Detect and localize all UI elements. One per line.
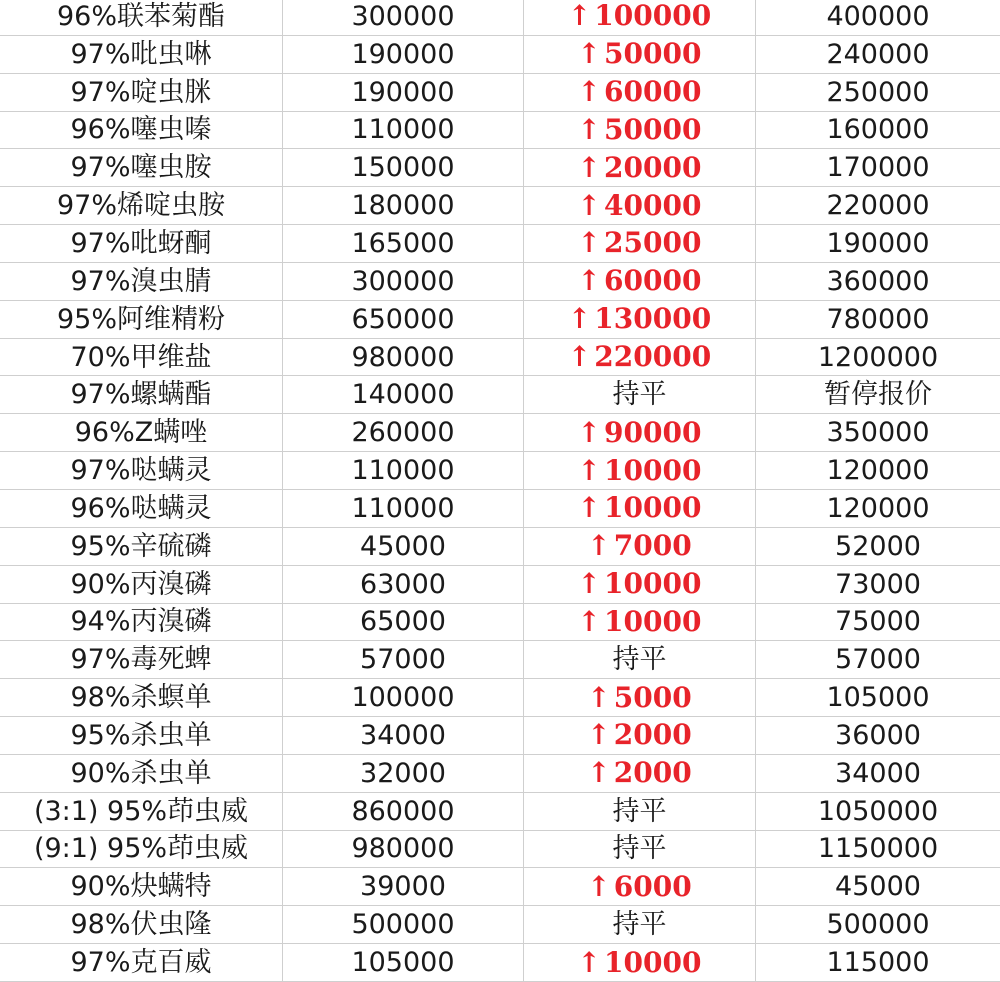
new-price: 500000 bbox=[826, 909, 930, 941]
price-change-cell bbox=[524, 74, 756, 111]
new-price: 75000 bbox=[835, 606, 921, 638]
price-change: 持平 bbox=[612, 909, 667, 941]
table-row bbox=[0, 452, 1000, 490]
up-arrow-icon: ↑ bbox=[577, 188, 602, 222]
new-price: 250000 bbox=[826, 76, 930, 108]
new-price-cell bbox=[756, 906, 1000, 943]
product-name: 97%烯啶虫胺 bbox=[56, 190, 225, 222]
up-arrow-icon: ↑ bbox=[587, 680, 611, 714]
up-arrow-icon: ↑ bbox=[587, 529, 611, 563]
product-name-cell bbox=[0, 793, 283, 830]
old-price: 165000 bbox=[351, 227, 455, 259]
product-name-cell bbox=[0, 263, 283, 300]
old-price-cell bbox=[283, 376, 524, 413]
new-price: 400000 bbox=[826, 0, 930, 32]
up-arrow-icon: ↑ bbox=[577, 75, 602, 109]
product-name: 96%噻虫嗪 bbox=[70, 114, 212, 146]
table-row bbox=[0, 528, 1000, 566]
old-price: 300000 bbox=[351, 0, 455, 32]
product-name-cell bbox=[0, 376, 283, 413]
price-change: 持平 bbox=[612, 795, 667, 827]
old-price-cell bbox=[283, 641, 524, 678]
new-price: 57000 bbox=[835, 644, 921, 676]
price-change-cell bbox=[524, 376, 756, 413]
product-name-cell bbox=[0, 566, 283, 603]
price-change: 10000 bbox=[604, 453, 702, 487]
table-row bbox=[0, 641, 1000, 679]
price-change-cell bbox=[524, 301, 756, 338]
price-change-cell bbox=[524, 0, 756, 35]
price-change: 40000 bbox=[604, 188, 702, 222]
table-row bbox=[0, 149, 1000, 187]
new-price-cell bbox=[756, 452, 1000, 489]
old-price-cell bbox=[283, 149, 524, 186]
old-price-cell bbox=[283, 414, 524, 451]
old-price: 110000 bbox=[351, 455, 455, 487]
product-name: 96%Z螨唑 bbox=[74, 417, 208, 449]
old-price: 57000 bbox=[360, 644, 446, 676]
product-name-cell bbox=[0, 187, 283, 224]
product-name-cell bbox=[0, 679, 283, 716]
old-price-cell bbox=[283, 831, 524, 868]
old-price: 180000 bbox=[351, 190, 455, 222]
product-name-cell bbox=[0, 149, 283, 186]
price-change: 5000 bbox=[613, 680, 692, 714]
old-price: 39000 bbox=[360, 871, 446, 903]
price-change-cell bbox=[524, 566, 756, 603]
product-name-cell bbox=[0, 225, 283, 262]
product-name-cell bbox=[0, 490, 283, 527]
price-change-cell bbox=[524, 944, 756, 981]
old-price-cell bbox=[283, 0, 524, 35]
new-price-cell bbox=[756, 74, 1000, 111]
price-change: 50000 bbox=[604, 112, 702, 146]
price-change-cell bbox=[524, 755, 756, 792]
new-price-cell bbox=[756, 414, 1000, 451]
price-change-cell bbox=[524, 112, 756, 149]
up-arrow-icon: ↑ bbox=[587, 756, 611, 790]
up-arrow-icon: ↑ bbox=[577, 604, 602, 638]
old-price: 150000 bbox=[351, 152, 455, 184]
table-row bbox=[0, 263, 1000, 301]
old-price: 110000 bbox=[351, 492, 455, 524]
table-row bbox=[0, 755, 1000, 793]
product-name: 90%炔螨特 bbox=[70, 871, 212, 903]
new-price-cell bbox=[756, 490, 1000, 527]
price-change: 60000 bbox=[604, 75, 702, 109]
old-price-cell bbox=[283, 604, 524, 641]
new-price: 350000 bbox=[826, 417, 930, 449]
product-name: 70%甲维盐 bbox=[70, 341, 212, 373]
up-arrow-icon: ↑ bbox=[577, 453, 602, 487]
table-row bbox=[0, 566, 1000, 604]
table-row bbox=[0, 793, 1000, 831]
up-arrow-icon: ↑ bbox=[577, 567, 602, 601]
old-price-cell bbox=[283, 868, 524, 905]
new-price-cell bbox=[756, 339, 1000, 376]
new-price-cell bbox=[756, 755, 1000, 792]
product-name: 90%丙溴磷 bbox=[70, 568, 212, 600]
new-price-cell bbox=[756, 225, 1000, 262]
price-change-cell bbox=[524, 717, 756, 754]
new-price: 45000 bbox=[835, 871, 921, 903]
price-change: 130000 bbox=[594, 302, 712, 336]
table-row bbox=[0, 604, 1000, 642]
price-change: 6000 bbox=[613, 869, 692, 903]
new-price-cell bbox=[756, 944, 1000, 981]
table-row bbox=[0, 225, 1000, 263]
product-name-cell bbox=[0, 36, 283, 73]
price-change: 10000 bbox=[604, 604, 702, 638]
up-arrow-icon: ↑ bbox=[577, 150, 602, 184]
table-row bbox=[0, 339, 1000, 377]
product-name-cell bbox=[0, 944, 283, 981]
price-change: 60000 bbox=[604, 264, 702, 298]
product-name: (3:1) 95%茚虫威 bbox=[33, 795, 249, 827]
old-price: 65000 bbox=[360, 606, 446, 638]
up-arrow-icon: ↑ bbox=[567, 340, 592, 374]
price-change: 持平 bbox=[612, 379, 667, 411]
new-price: 120000 bbox=[826, 455, 930, 487]
table-row bbox=[0, 187, 1000, 225]
old-price-cell bbox=[283, 187, 524, 224]
new-price: 105000 bbox=[826, 682, 930, 714]
new-price: 220000 bbox=[826, 190, 930, 222]
new-price: 1150000 bbox=[817, 833, 939, 865]
new-price-cell bbox=[756, 0, 1000, 35]
new-price-cell bbox=[756, 263, 1000, 300]
old-price-cell bbox=[283, 263, 524, 300]
product-name: 98%杀螟单 bbox=[70, 682, 212, 714]
product-name: 90%杀虫单 bbox=[70, 757, 212, 789]
table-row bbox=[0, 906, 1000, 944]
new-price-cell bbox=[756, 376, 1000, 413]
new-price-cell bbox=[756, 36, 1000, 73]
new-price-cell bbox=[756, 187, 1000, 224]
price-change: 7000 bbox=[613, 529, 692, 563]
new-price-cell bbox=[756, 566, 1000, 603]
new-price-cell bbox=[756, 604, 1000, 641]
old-price-cell bbox=[283, 490, 524, 527]
new-price: 52000 bbox=[835, 530, 921, 562]
up-arrow-icon: ↑ bbox=[567, 302, 592, 336]
table-row bbox=[0, 36, 1000, 74]
table-row bbox=[0, 717, 1000, 755]
up-arrow-icon: ↑ bbox=[587, 869, 611, 903]
up-arrow-icon: ↑ bbox=[567, 0, 592, 33]
price-change-cell bbox=[524, 452, 756, 489]
old-price-cell bbox=[283, 74, 524, 111]
new-price: 780000 bbox=[826, 303, 930, 335]
old-price-cell bbox=[283, 452, 524, 489]
price-change-cell bbox=[524, 339, 756, 376]
product-name: 96%联苯菊酯 bbox=[56, 0, 225, 32]
price-change-cell bbox=[524, 641, 756, 678]
old-price: 32000 bbox=[360, 757, 446, 789]
old-price-cell bbox=[283, 906, 524, 943]
product-name-cell bbox=[0, 339, 283, 376]
new-price-cell bbox=[756, 868, 1000, 905]
product-name: 97%吡蚜酮 bbox=[70, 227, 212, 259]
old-price: 980000 bbox=[351, 833, 455, 865]
up-arrow-icon: ↑ bbox=[587, 718, 611, 752]
product-name-cell bbox=[0, 301, 283, 338]
price-change-cell bbox=[524, 793, 756, 830]
product-name-cell bbox=[0, 868, 283, 905]
price-change: 10000 bbox=[604, 945, 702, 979]
product-name: 95%辛硫磷 bbox=[70, 530, 212, 562]
price-change-cell bbox=[524, 36, 756, 73]
product-name: 94%丙溴磷 bbox=[70, 606, 212, 638]
price-change: 25000 bbox=[604, 226, 702, 260]
product-name: 97%吡虫啉 bbox=[70, 38, 212, 70]
price-change: 持平 bbox=[612, 833, 667, 865]
price-change-cell bbox=[524, 414, 756, 451]
old-price: 45000 bbox=[360, 530, 446, 562]
product-name-cell bbox=[0, 906, 283, 943]
product-name-cell bbox=[0, 0, 283, 35]
price-change-cell bbox=[524, 225, 756, 262]
table-row bbox=[0, 868, 1000, 906]
old-price-cell bbox=[283, 944, 524, 981]
table-row bbox=[0, 376, 1000, 414]
product-name-cell bbox=[0, 641, 283, 678]
new-price: 115000 bbox=[826, 947, 930, 979]
product-name: 97%啶虫脒 bbox=[70, 76, 212, 108]
old-price: 300000 bbox=[351, 265, 455, 297]
price-change: 2000 bbox=[613, 718, 692, 752]
product-name-cell bbox=[0, 755, 283, 792]
new-price-cell bbox=[756, 528, 1000, 565]
old-price: 100000 bbox=[351, 682, 455, 714]
old-price: 500000 bbox=[351, 909, 455, 941]
old-price: 105000 bbox=[351, 947, 455, 979]
price-change: 10000 bbox=[604, 567, 702, 601]
price-change-cell bbox=[524, 604, 756, 641]
product-name: 95%杀虫单 bbox=[70, 719, 212, 751]
table-row bbox=[0, 831, 1000, 869]
product-name: 97%毒死蜱 bbox=[70, 644, 212, 676]
product-name-cell bbox=[0, 717, 283, 754]
new-price: 120000 bbox=[826, 492, 930, 524]
product-name: 97%哒螨灵 bbox=[70, 455, 212, 487]
price-change: 90000 bbox=[604, 415, 702, 449]
up-arrow-icon: ↑ bbox=[577, 491, 602, 525]
new-price: 160000 bbox=[826, 114, 930, 146]
old-price: 110000 bbox=[351, 114, 455, 146]
old-price: 860000 bbox=[351, 795, 455, 827]
up-arrow-icon: ↑ bbox=[577, 226, 602, 260]
up-arrow-icon: ↑ bbox=[577, 112, 602, 146]
product-name: 97%噻虫胺 bbox=[70, 152, 212, 184]
product-name-cell bbox=[0, 74, 283, 111]
new-price: 360000 bbox=[826, 265, 930, 297]
table-row bbox=[0, 301, 1000, 339]
old-price: 980000 bbox=[351, 341, 455, 373]
old-price-cell bbox=[283, 112, 524, 149]
new-price: 34000 bbox=[835, 757, 921, 789]
new-price-cell bbox=[756, 679, 1000, 716]
table-row bbox=[0, 74, 1000, 112]
old-price: 650000 bbox=[351, 303, 455, 335]
old-price-cell bbox=[283, 36, 524, 73]
new-price-cell bbox=[756, 793, 1000, 830]
product-name: 95%阿维精粉 bbox=[56, 303, 225, 335]
table-row bbox=[0, 944, 1000, 982]
up-arrow-icon: ↑ bbox=[577, 415, 602, 449]
old-price-cell bbox=[283, 225, 524, 262]
price-change: 20000 bbox=[604, 150, 702, 184]
new-price: 240000 bbox=[826, 38, 930, 70]
price-change: 10000 bbox=[604, 491, 702, 525]
table-row bbox=[0, 112, 1000, 150]
price-change: 100000 bbox=[594, 0, 712, 33]
old-price-cell bbox=[283, 717, 524, 754]
new-price-cell bbox=[756, 641, 1000, 678]
table-row bbox=[0, 679, 1000, 717]
price-change: 2000 bbox=[613, 756, 692, 790]
new-price-cell bbox=[756, 149, 1000, 186]
new-price-cell bbox=[756, 301, 1000, 338]
up-arrow-icon: ↑ bbox=[577, 264, 602, 298]
up-arrow-icon: ↑ bbox=[577, 37, 602, 71]
new-price: 暂停报价 bbox=[824, 379, 932, 411]
table-row bbox=[0, 414, 1000, 452]
new-price-cell bbox=[756, 831, 1000, 868]
product-name-cell bbox=[0, 528, 283, 565]
new-price: 36000 bbox=[835, 719, 921, 751]
new-price-cell bbox=[756, 717, 1000, 754]
price-change-cell bbox=[524, 679, 756, 716]
product-name: 96%哒螨灵 bbox=[70, 492, 212, 524]
price-change-cell bbox=[524, 149, 756, 186]
new-price: 170000 bbox=[826, 152, 930, 184]
old-price-cell bbox=[283, 528, 524, 565]
product-name: 98%伏虫隆 bbox=[70, 909, 212, 941]
old-price: 63000 bbox=[360, 568, 446, 600]
new-price: 1050000 bbox=[817, 795, 939, 827]
product-name: (9:1) 95%茚虫威 bbox=[33, 833, 249, 865]
new-price: 190000 bbox=[826, 227, 930, 259]
old-price-cell bbox=[283, 793, 524, 830]
new-price: 1200000 bbox=[817, 341, 939, 373]
table-row bbox=[0, 0, 1000, 36]
price-change-cell bbox=[524, 528, 756, 565]
price-change: 持平 bbox=[612, 644, 667, 676]
old-price: 34000 bbox=[360, 719, 446, 751]
up-arrow-icon: ↑ bbox=[577, 945, 602, 979]
old-price-cell bbox=[283, 566, 524, 603]
old-price: 260000 bbox=[351, 417, 455, 449]
product-name: 97%螺螨酯 bbox=[70, 379, 212, 411]
old-price: 190000 bbox=[351, 38, 455, 70]
old-price: 190000 bbox=[351, 76, 455, 108]
product-name-cell bbox=[0, 831, 283, 868]
product-name: 97%溴虫腈 bbox=[70, 265, 212, 297]
new-price: 73000 bbox=[835, 568, 921, 600]
old-price-cell bbox=[283, 301, 524, 338]
price-change-cell bbox=[524, 868, 756, 905]
price-change: 220000 bbox=[594, 340, 712, 374]
price-change-cell bbox=[524, 831, 756, 868]
product-name-cell bbox=[0, 452, 283, 489]
new-price-cell bbox=[756, 112, 1000, 149]
product-name-cell bbox=[0, 112, 283, 149]
old-price-cell bbox=[283, 755, 524, 792]
product-name: 97%克百威 bbox=[70, 947, 212, 979]
price-change-cell bbox=[524, 263, 756, 300]
price-change: 50000 bbox=[604, 37, 702, 71]
product-name-cell bbox=[0, 604, 283, 641]
old-price-cell bbox=[283, 679, 524, 716]
price-change-cell bbox=[524, 906, 756, 943]
product-name-cell bbox=[0, 414, 283, 451]
table-row bbox=[0, 490, 1000, 528]
price-change-cell bbox=[524, 490, 756, 527]
old-price: 140000 bbox=[351, 379, 455, 411]
old-price-cell bbox=[283, 339, 524, 376]
price-change-cell bbox=[524, 187, 756, 224]
